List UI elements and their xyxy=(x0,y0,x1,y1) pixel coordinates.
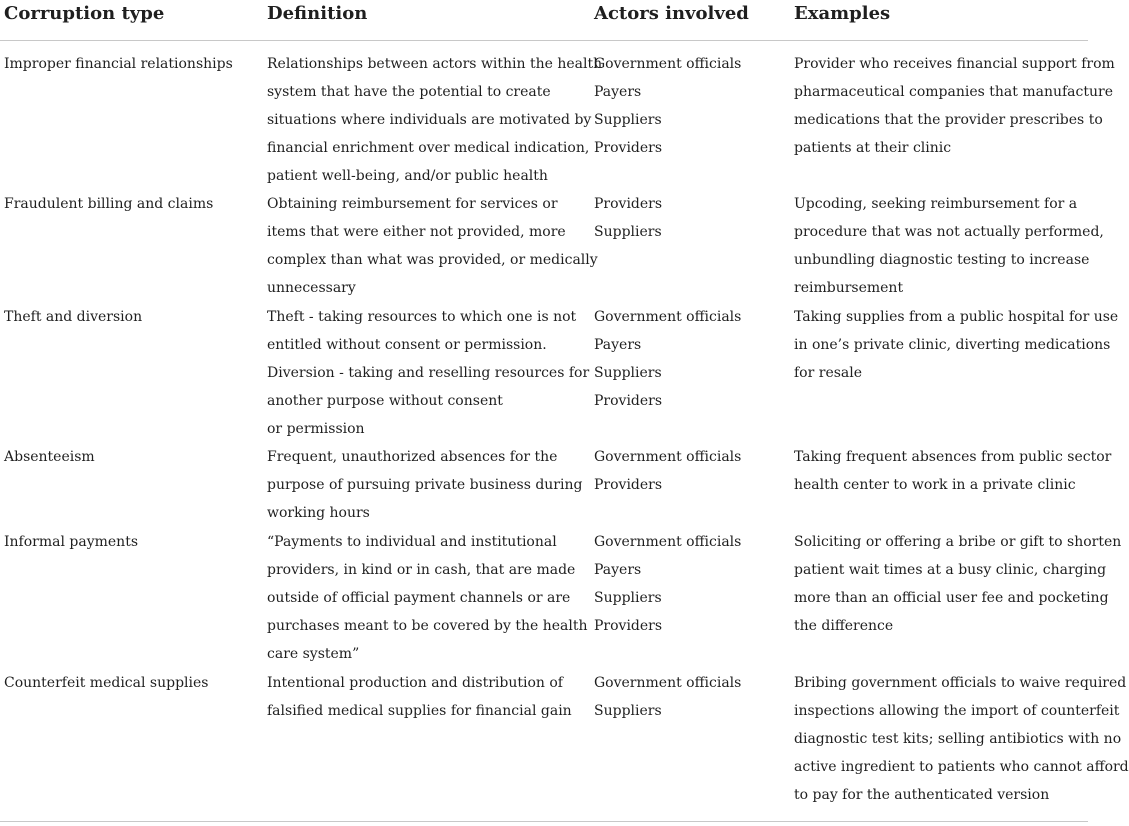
cell-examples xyxy=(794,443,1112,499)
cell-corruption-type xyxy=(4,443,259,471)
header-definition: Definition xyxy=(267,3,368,24)
cell-definition-line: Diversion - taking and reselling resources for xyxy=(267,365,590,381)
cell-examples-line: Soliciting or offering a bribe or gift to shorten xyxy=(794,534,1122,550)
cell-examples-line: Provider who receives financial support from xyxy=(794,56,1115,72)
cell-definition-line: working hours xyxy=(267,505,370,521)
cell-corruption-type-text: Counterfeit medical supplies xyxy=(4,675,209,691)
cell-corruption-type xyxy=(4,303,259,331)
cell-examples xyxy=(794,303,1119,387)
cell-corruption-type xyxy=(4,528,259,556)
cell-corruption-type-text: Informal payments xyxy=(4,534,139,550)
cell-actors-involved xyxy=(594,669,784,725)
cell-definition-line: patient well-being, and/or public health xyxy=(267,168,548,184)
cell-definition xyxy=(267,50,603,190)
cell-examples-line: Taking supplies from a public hospital for use xyxy=(794,309,1119,325)
header-rule xyxy=(0,40,1088,41)
cell-examples-line: pharmaceutical companies that manufacture xyxy=(794,84,1113,100)
cell-examples-line: diagnostic test kits; selling antibiotics with no xyxy=(794,731,1122,747)
cell-definition-line: “Payments to individual and institutional xyxy=(267,534,557,550)
cell-actors-involved-line: Government officials xyxy=(594,449,742,465)
cell-definition xyxy=(267,669,579,725)
cell-corruption-type-text: Absenteeism xyxy=(4,449,95,465)
cell-examples-line: patients at their clinic xyxy=(794,140,952,156)
cell-actors-involved-line: Providers xyxy=(594,393,663,409)
cell-definition-line: entitled without consent or permission. xyxy=(267,337,547,353)
cell-actors-involved-line: Providers xyxy=(594,196,663,212)
cell-examples-line: reimbursement xyxy=(794,280,904,296)
cell-definition-line: situations where individuals are motivated by xyxy=(267,112,592,128)
cell-actors-involved-line: Suppliers xyxy=(594,112,662,128)
cell-actors-involved-line: Providers xyxy=(594,477,663,493)
cell-actors-involved-line: Providers xyxy=(594,140,663,156)
cell-examples-line: Taking frequent absences from public sector xyxy=(794,449,1112,465)
cell-actors-involved xyxy=(594,303,784,415)
cell-definition-line: system that have the potential to create xyxy=(267,84,551,100)
cell-definition-line: Theft - taking resources to which one is not xyxy=(267,309,577,325)
cell-examples-line: Upcoding, seeking reimbursement for a xyxy=(794,196,1078,212)
cell-actors-involved-line: Payers xyxy=(594,337,642,353)
cell-examples-line: in one’s private clinic, diverting medications xyxy=(794,337,1111,353)
cell-examples-line: more than an official user fee and pocketing xyxy=(794,590,1109,606)
cell-examples-line: health center to work in a private clinic xyxy=(794,477,1076,493)
cell-actors-involved-line: Suppliers xyxy=(594,365,662,381)
cell-examples-line: unbundling diagnostic testing to increase xyxy=(794,252,1090,268)
cell-actors-involved-line: Government officials xyxy=(594,309,742,325)
cell-examples xyxy=(794,669,1129,809)
cell-corruption-type xyxy=(4,50,259,78)
cell-definition-line: or permission xyxy=(267,421,365,437)
cell-definition-line: financial enrichment over medical indication, xyxy=(267,140,590,156)
cell-actors-involved xyxy=(594,528,784,640)
cell-definition-line: Intentional production and distribution of xyxy=(267,675,563,691)
cell-definition xyxy=(267,190,598,302)
cell-definition xyxy=(267,303,590,443)
cell-corruption-type-text: Improper financial relationships xyxy=(4,56,233,72)
cell-examples xyxy=(794,528,1122,640)
cell-actors-involved xyxy=(594,443,784,499)
cell-examples-line: Bribing government officials to waive required xyxy=(794,675,1127,691)
cell-definition-line: outside of official payment channels or are xyxy=(267,590,571,606)
cell-definition-line: Relationships between actors within the health xyxy=(267,56,603,72)
cell-actors-involved-line: Payers xyxy=(594,562,642,578)
cell-definition-line: another purpose without consent xyxy=(267,393,503,409)
cell-definition-line: purpose of pursuing private business during xyxy=(267,477,583,493)
cell-actors-involved-line: Payers xyxy=(594,84,642,100)
cell-examples-line: procedure that was not actually performed, xyxy=(794,224,1104,240)
cell-actors-involved-line: Government officials xyxy=(594,56,742,72)
cell-actors-involved-line: Suppliers xyxy=(594,590,662,606)
cell-definition-line: Obtaining reimbursement for services or xyxy=(267,196,558,212)
cell-corruption-type xyxy=(4,190,259,218)
header-actors-involved: Actors involved xyxy=(594,3,749,24)
cell-actors-involved xyxy=(594,50,784,162)
cell-definition-line: unnecessary xyxy=(267,280,356,296)
cell-definition xyxy=(267,443,583,527)
cell-actors-involved-line: Suppliers xyxy=(594,703,662,719)
cell-definition-line: falsified medical supplies for financial gain xyxy=(267,703,572,719)
cell-examples-line: for resale xyxy=(794,365,863,381)
header-corruption-type: Corruption type xyxy=(4,3,165,24)
cell-actors-involved-line: Government officials xyxy=(594,534,742,550)
cell-definition-line: items that were either not provided, more xyxy=(267,224,566,240)
cell-corruption-type-text: Theft and diversion xyxy=(4,309,143,325)
cell-examples-line: the difference xyxy=(794,618,894,634)
cell-definition-line: purchases meant to be covered by the health xyxy=(267,618,588,634)
cell-actors-involved-line: Government officials xyxy=(594,675,742,691)
cell-examples-line: medications that the provider prescribes to xyxy=(794,112,1103,128)
cell-actors-involved-line: Providers xyxy=(594,618,663,634)
cell-definition-line: care system” xyxy=(267,646,360,662)
cell-examples xyxy=(794,50,1115,162)
cell-corruption-type xyxy=(4,669,259,697)
cell-definition-line: Frequent, unauthorized absences for the xyxy=(267,449,558,465)
cell-examples-line: patient wait times at a busy clinic, charging xyxy=(794,562,1107,578)
cell-definition xyxy=(267,528,588,668)
cell-examples-line: active ingredient to patients who cannot afford xyxy=(794,759,1129,775)
header-examples: Examples xyxy=(794,3,891,24)
cell-examples-line: to pay for the authenticated version xyxy=(794,787,1050,803)
cell-definition-line: providers, in kind or in cash, that are made xyxy=(267,562,576,578)
cell-corruption-type-text: Fraudulent billing and claims xyxy=(4,196,214,212)
cell-actors-involved xyxy=(594,190,784,246)
cell-definition-line: complex than what was provided, or medically xyxy=(267,252,598,268)
cell-examples xyxy=(794,190,1104,302)
table-header xyxy=(0,0,1091,40)
cell-actors-involved-line: Suppliers xyxy=(594,224,662,240)
cell-examples-line: inspections allowing the import of counterfeit xyxy=(794,703,1120,719)
bottom-rule xyxy=(0,821,1088,822)
